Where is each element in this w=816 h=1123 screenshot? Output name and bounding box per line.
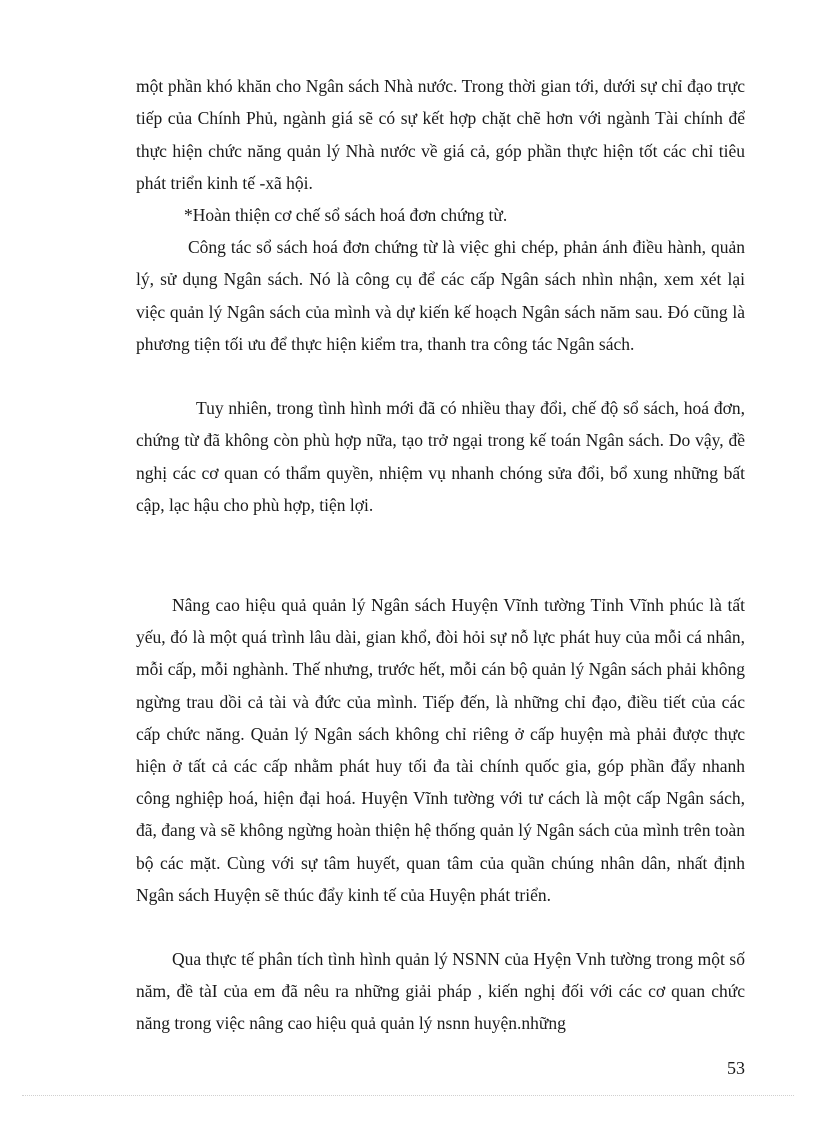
paragraph-price-coordination: một phần khó khăn cho Ngân sách Nhà nước. Trong thời gian tới, dưới sự chỉ đạo trực tiếp của Chính Phủ, ngành giá sẽ có sự kết hợp chặt chẽ hơn với ngành Tài chính để thực hiện chức năng quản lý Nhà nước về giá cả, góp phần thực hiện tốt các chỉ tiêu phát triển kinh tế -xã hội. [136, 76, 745, 193]
paragraph-summary: Qua thực tế phân tích tình hình quản lý NSNN của Hyện Vnh tường trong một số năm, đề tàI của em đã nêu ra những giải pháp , kiến nghị đối với các cơ quan chức năng trong việc nâng cao hiệu quả quản lý nsnn huyện.những [136, 949, 745, 1034]
paragraph-however: Tuy nhiên, trong tình hình mới đã có nhiều thay đổi, chế độ sổ sách, hoá đơn, chứng từ đã không còn phù hợp nữa, tạo trở ngại trong kế toán Ngân sách. Do vậy, đề nghị các cơ quan có thẩm quyền, nhiệm vụ nhanh chóng sửa đổi, bổ xung những bất cập, lạc hậu cho phù hợp, tiện lợi. [136, 398, 745, 515]
paragraph-invoice-work: Công tác sổ sách hoá đơn chứng từ là việc ghi chép, phản ánh điều hành, quản lý, sử dụng Ngân sách. Nó là công cụ để các cấp Ngân sách nhìn nhận, xem xét lại việc quản lý Ngân sách của mình và dự kiến kế hoạch Ngân sách năm sau. Đó cũng là phương tiện tối ưu để thực hiện kiểm tra, thanh tra công tác Ngân sách. [136, 237, 745, 354]
paragraph-heading-invoice-mechanism: *Hoàn thiện cơ chế sổ sách hoá đơn chứng từ. [184, 205, 508, 225]
footer-divider [22, 1095, 794, 1096]
page-number: 53 [727, 1058, 745, 1078]
paragraph-conclusion: Nâng cao hiệu quả quản lý Ngân sách Huyện Vĩnh tường Tỉnh Vĩnh phúc là tất yếu, đó là một quá trình lâu dài, gian khổ, đòi hỏi sự nỗ lực phát huy của mỗi cá nhân, mỗi cấp, mỗi nghành. Thế nhưng, trước hết, mỗi cán bộ quản lý Ngân sách phải không ngừng trau dồi cả tài và đức của mình. Tiếp đến, là những chỉ đạo, điều tiết của các cấp chức năng. Quản lý Ngân sách không chỉ riêng ở cấp huyện mà phải được thực hiện ở tất cả các cấp nhằm phát huy tối đa tài chính quốc gia, góp phần đẩy nhanh công nghiệp hoá, hiện đại hoá. Huyện Vĩnh tường với tư cách là một cấp Ngân sách, đã, đang và sẽ không ngừng hoàn thiện hệ thống quản lý Ngân sách của mình trên toàn bộ các mặt. Cùng với sự tâm huyết, quan tâm của quần chúng nhân dân, nhất định Ngân sách Huyện sẽ thúc đẩy kinh tế của Huyện phát triển. [136, 595, 745, 905]
